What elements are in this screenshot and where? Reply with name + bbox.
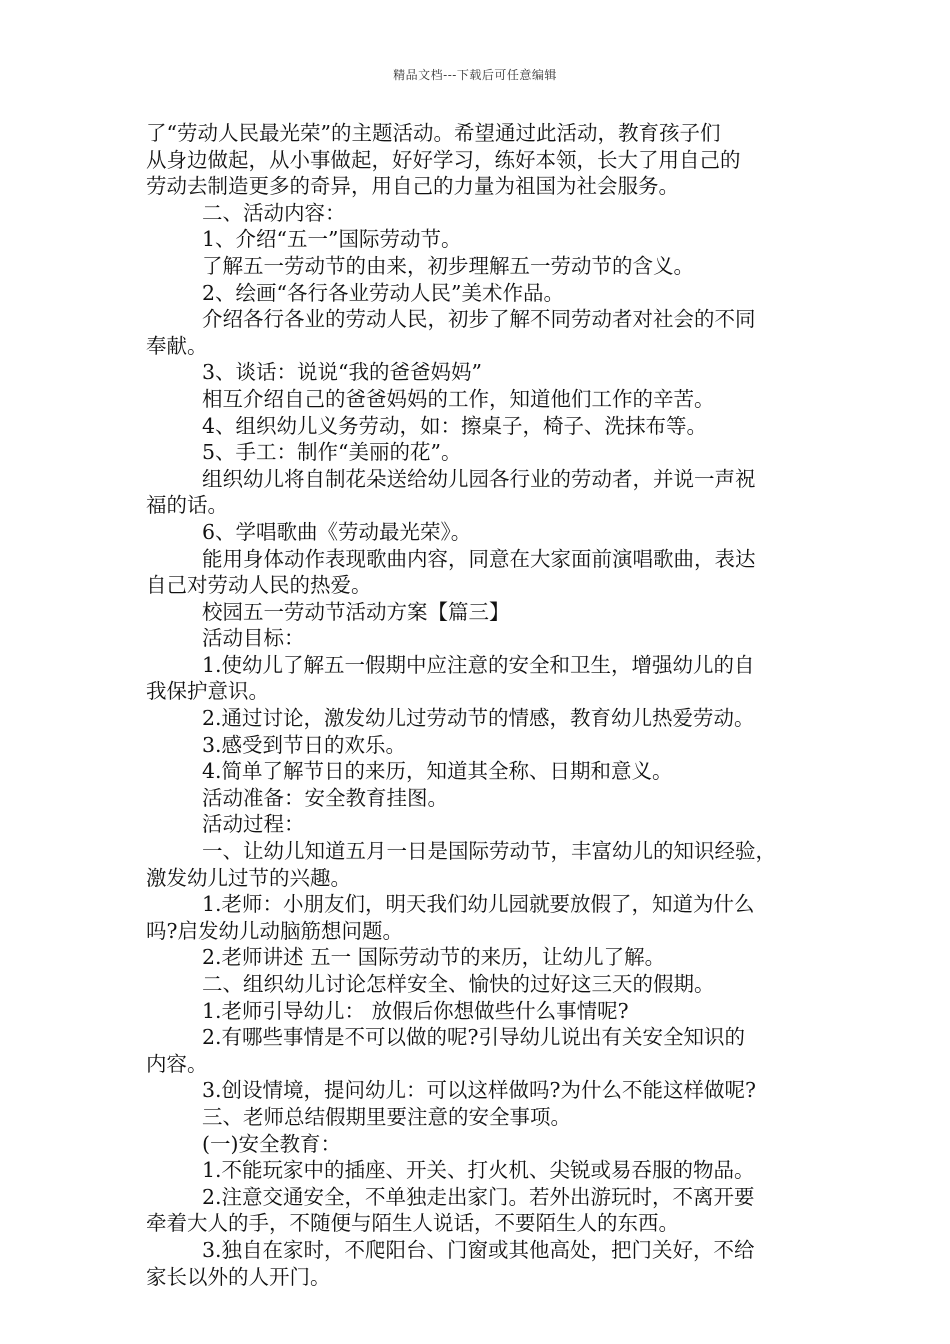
text-line: 从身边做起，从小事做起，好好学习，练好本领，长大了用自己的	[146, 147, 741, 172]
text-line: 2.老师讲述 五一 国际劳动节的来历，让幼儿了解。	[202, 945, 666, 970]
text-line: 1.不能玩家中的插座、开关、打火机、尖锐或易吞服的物品。	[202, 1158, 755, 1183]
text-line: 6、学唱歌曲《劳动最光荣》。	[202, 519, 472, 544]
page-header: 精品文档---下载后可任意编辑	[393, 68, 557, 82]
text-line: 2.通过讨论，激发幼儿过劳动节的情感，教育幼儿热爱劳动。	[202, 706, 755, 731]
text-line: 一、让幼儿知道五月一日是国际劳动节，丰富幼儿的知识经验，	[202, 839, 776, 864]
text-line: 牵着大人的手，不随便与陌生人说话，不要陌生人的东西。	[146, 1211, 679, 1236]
text-line: 组织幼儿将自制花朵送给幼儿园各行业的劳动者，并说一声祝	[202, 466, 756, 491]
text-line: 活动过程：	[202, 812, 305, 837]
text-line: 活动目标：	[202, 626, 305, 651]
text-line: 相互介绍自己的爸爸妈妈的工作，知道他们工作的辛苦。	[202, 386, 715, 411]
text-line: 家长以外的人开门。	[146, 1264, 331, 1289]
text-line: 1、介绍“五一”国际劳动节。	[202, 227, 462, 252]
text-line: 校园五一劳动节活动方案【篇三】	[202, 599, 510, 624]
text-line: 了“劳动人民最光荣”的主题活动。希望通过此活动，教育孩子们	[146, 121, 721, 145]
text-line: 奉献。	[146, 333, 208, 358]
text-line: 5、手工：制作“美丽的花”。	[202, 440, 462, 465]
document-body	[146, 120, 811, 1290]
text-line: 活动准备：安全教育挂图。	[202, 785, 448, 810]
text-line: 福的话。	[146, 493, 228, 518]
text-line: 3.独自在家时，不爬阳台、门窗或其他高处，把门关好，不给	[202, 1237, 755, 1262]
text-line: 自己对劳动人民的热爱。	[146, 573, 372, 598]
text-line: 3.创设情境，提问幼儿：可以这样做吗?为什么不能这样做呢?	[202, 1078, 757, 1103]
text-line: 介绍各行各业的劳动人民，初步了解不同劳动者对社会的不同	[202, 307, 756, 332]
text-line: 4.简单了解节日的来历，知道其全称、日期和意义。	[202, 759, 673, 784]
text-line: 1.老师：小朋友们，明天我们幼儿园就要放假了，知道为什么	[202, 892, 755, 917]
text-line: 2.有哪些事情是不可以做的呢?引导幼儿说出有关安全知识的	[202, 1025, 746, 1050]
text-line: 二、活动内容：	[202, 200, 346, 225]
text-line: 3、谈话：说说“我的爸爸妈妈”	[202, 360, 483, 385]
text-line: 三、老师总结假期里要注意的安全事项。	[202, 1104, 571, 1129]
text-line: 我保护意识。	[146, 679, 269, 704]
text-line: 4、组织幼儿义务劳动，如：擦桌子，椅子、洗抹布等。	[202, 413, 708, 438]
text-line: 能用身体动作表现歌曲内容，同意在大家面前演唱歌曲，表达	[202, 546, 756, 571]
text-line: (一)安全教育：	[202, 1131, 341, 1156]
text-line: 了解五一劳动节的由来，初步理解五一劳动节的含义。	[202, 253, 694, 278]
text-line: 2.注意交通安全，不单独走出家门。若外出游玩时，不离开要	[202, 1184, 755, 1209]
text-line: 3.感受到节日的欢乐。	[202, 732, 407, 757]
text-line: 2、绘画“各行各业劳动人民”美术作品。	[202, 280, 565, 305]
text-line: 吗?启发幼儿动脑筋想问题。	[146, 918, 403, 943]
text-line: 1.使幼儿了解五一假期中应注意的安全和卫生，增强幼儿的自	[202, 652, 755, 677]
text-line: 劳动去制造更多的奇异，用自己的力量为祖国为社会服务。	[146, 174, 679, 199]
text-line: 1.老师引导幼儿： 放假后你想做些什么事情呢?	[202, 998, 629, 1023]
text-line: 二、组织幼儿讨论怎样安全、愉快的过好这三天的假期。	[202, 972, 715, 996]
text-line: 激发幼儿过节的兴趣。	[146, 865, 351, 890]
text-line: 内容。	[146, 1051, 208, 1076]
